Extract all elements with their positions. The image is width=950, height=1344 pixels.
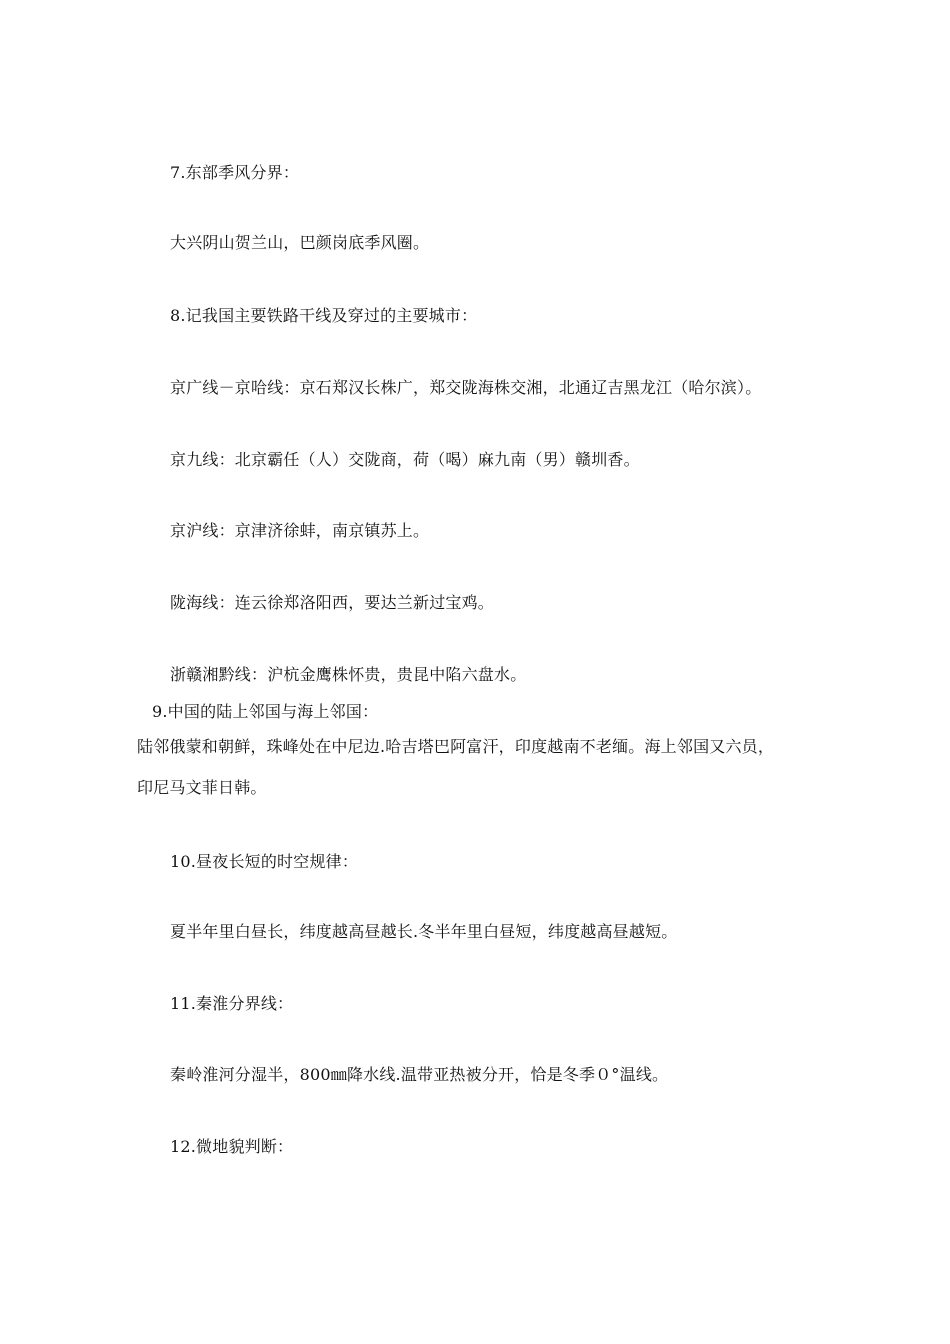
- paragraph-11: 秦岭淮河分湿半，800㎜降水线.温带亚热被分开，恰是冬季０°温线。: [170, 1065, 669, 1084]
- paragraph-9-line-1: 陆邻俄蒙和朝鲜，珠峰处在中尼边.哈吉塔巴阿富汗，印度越南不老缅。海上邻国又六员，: [137, 737, 775, 756]
- paragraph-8-zhegan: 浙赣湘黔线：沪杭金鹰株怀贵，贵昆中陷六盘水。: [170, 665, 527, 684]
- heading-12: 12.微地貌判断：: [170, 1137, 294, 1156]
- heading-11: 11.秦淮分界线：: [170, 994, 294, 1013]
- paragraph-9-line-2: 印尼马文菲日韩。: [137, 778, 267, 797]
- paragraph-7: 大兴阴山贺兰山，巴颜岗底季风圈。: [170, 233, 430, 252]
- paragraph-8-jingjiu: 京九线：北京霸任（人）交陇商，荷（喝）麻九南（男）赣圳香。: [170, 450, 640, 469]
- heading-8: 8.记我国主要铁路干线及穿过的主要城市：: [170, 306, 478, 325]
- paragraph-8-longhai: 陇海线：连云徐郑洛阳西，要达兰新过宝鸡。: [170, 593, 495, 612]
- paragraph-10: 夏半年里白昼长，纬度越高昼越长.冬半年里白昼短，纬度越高昼越短。: [170, 922, 678, 941]
- heading-7: 7.东部季风分界：: [170, 163, 300, 182]
- paragraph-8-jinghu: 京沪线：京津济徐蚌，南京镇苏上。: [170, 521, 430, 540]
- heading-10: 10.昼夜长短的时空规律：: [170, 852, 359, 871]
- paragraph-8-jingguang: 京广线－京哈线：京石郑汉长株广，郑交陇海株交湘，北通辽吉黑龙江（哈尔滨）。: [170, 378, 762, 397]
- heading-9: 9.中国的陆上邻国与海上邻国：: [152, 702, 379, 721]
